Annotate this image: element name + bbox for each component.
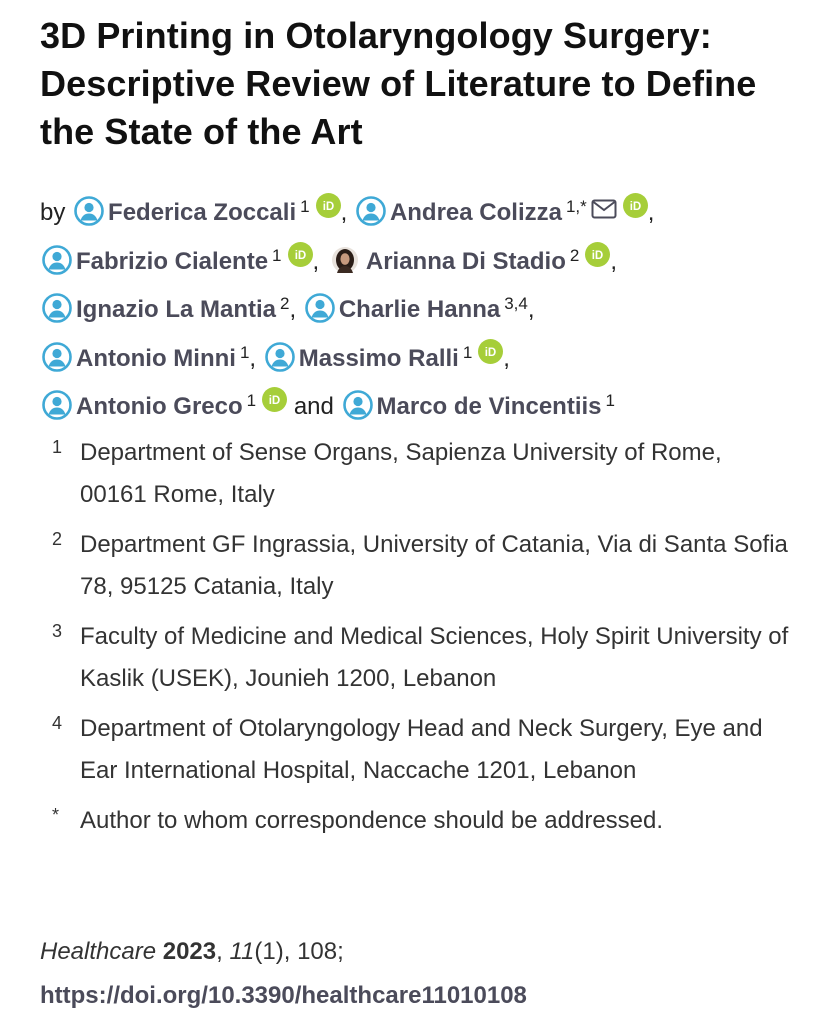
author-affiliation-ref: 1: [462, 342, 473, 362]
journal-name: Healthcare: [40, 938, 157, 965]
author-massimo-ralli[interactable]: [263, 342, 504, 372]
person-icon: [42, 342, 72, 372]
by-label: by: [40, 199, 66, 226]
affiliation-number: *: [52, 805, 60, 825]
affiliation-number: 2: [52, 529, 63, 549]
affiliation-item: [52, 524, 792, 608]
author-antonio-minni[interactable]: [40, 342, 250, 372]
author-marco-de-vincentiis[interactable]: [341, 393, 615, 420]
author-affiliation-ref: 3,4: [504, 294, 528, 313]
affiliation-text: Faculty of Medicine and Medical Sciences, Holy Spirit University of Kaslik (USEK), Jounieh 1200, Lebanon: [80, 623, 789, 692]
person-icon: [42, 293, 72, 323]
affiliation-item: [52, 432, 792, 516]
svg-text:iD: iD: [592, 249, 604, 262]
affiliation-number: 4: [52, 713, 63, 733]
author-name[interactable]: Antonio Greco: [76, 393, 243, 420]
orcid-icon[interactable]: [478, 339, 503, 364]
author-antonio-greco[interactable]: [40, 393, 287, 420]
author-affiliation-ref: 1: [272, 245, 282, 265]
affiliation-number: 1: [52, 437, 63, 457]
author-affiliation-ref: 2: [280, 294, 290, 313]
person-icon: [42, 245, 72, 275]
author-name[interactable]: Massimo Ralli: [298, 344, 459, 372]
person-icon: [343, 390, 373, 420]
citation-pages: , 108;: [283, 938, 344, 965]
author-name[interactable]: Marco de Vincentiis: [376, 393, 602, 420]
author-fabrizio-cialente[interactable]: [40, 245, 313, 275]
author-photo: [332, 247, 358, 273]
author-affiliation-ref: 1: [605, 391, 615, 410]
author-name[interactable]: Federica Zoccali: [108, 199, 297, 226]
author-name[interactable]: Fabrizio Cialente: [76, 247, 269, 275]
author-affiliation-ref: 1,*: [565, 197, 587, 216]
author-name[interactable]: Arianna Di Stadio: [365, 247, 566, 275]
affiliation-text: Department GF Ingrassia, University of Catania, Via di Santa Sofia 78, 95125 Catania, Italy: [80, 531, 788, 600]
author-name[interactable]: Ignazio La Mantia: [76, 296, 277, 323]
correspondence-note: [52, 800, 792, 842]
orcid-icon[interactable]: [585, 242, 610, 267]
svg-text:iD: iD: [294, 249, 306, 262]
orcid-icon[interactable]: [316, 193, 341, 218]
author-affiliation-ref: 2: [569, 245, 580, 265]
citation-issue: (1): [254, 938, 284, 965]
author-name[interactable]: Antonio Minni: [76, 344, 236, 372]
affiliation-item: [52, 616, 792, 700]
author-name[interactable]: Charlie Hanna: [338, 296, 501, 323]
article-title: 3D Printing in Otolaryngology Surgery: Descriptive Review of Literature to Define the State of the Art: [40, 15, 757, 152]
affiliation-list: [52, 432, 792, 850]
and-label: and: [293, 393, 334, 420]
author-name[interactable]: Andrea Colizza: [389, 199, 562, 226]
affiliation-text: Author to whom correspondence should be addressed.: [80, 807, 664, 834]
svg-text:iD: iD: [485, 346, 497, 359]
author-charlie-hanna[interactable]: [303, 296, 528, 323]
person-icon: [305, 293, 335, 323]
affiliation-item: [52, 708, 792, 792]
citation-volume: 11: [229, 938, 255, 965]
citation: [40, 930, 527, 1018]
envelope-icon[interactable]: [591, 199, 617, 219]
person-icon: [265, 342, 295, 372]
svg-text:iD: iD: [322, 200, 334, 213]
author-affiliation-ref: 1: [300, 197, 310, 216]
orcid-icon[interactable]: [262, 387, 287, 412]
author-andrea-colizza[interactable]: [354, 199, 648, 226]
author-affiliation-ref: 1: [246, 391, 257, 410]
person-icon: [356, 196, 386, 226]
orcid-icon[interactable]: [288, 242, 313, 267]
svg-text:iD: iD: [629, 200, 642, 213]
affiliation-text: Department of Sense Organs, Sapienza University of Rome, 00161 Rome, Italy: [80, 439, 722, 508]
author-federica-zoccali[interactable]: [72, 199, 341, 226]
affiliation-text: Department of Otolaryngology Head and Neck Surgery, Eye and Ear International Hospital, Naccache 1201, Lebanon: [80, 715, 763, 784]
affiliation-number: 3: [52, 621, 63, 641]
citation-year: 2023: [162, 938, 217, 965]
author-arianna-di-stadio[interactable]: [326, 245, 611, 275]
author-ignazio-la-mantia[interactable]: [40, 296, 289, 323]
doi-link[interactable]: https://doi.org/10.3390/healthcare11010108: [40, 982, 527, 1009]
citation-line: Healthcare 2023, 11(1), 108;: [40, 938, 344, 965]
person-icon: [42, 390, 72, 420]
author-list: by Federica Zoccali $^1$ iD , Andrea Colizza $^{1,*}$ iD , Fabrizio Cialente $^1$ iD , Arianna Di Stadio $^2$ iD , Ignazio La Mantia $^2$, Charlie Hanna $^{3,4}$, Antonio Minni $^1$, Massimo Ralli $^1$ iD , Antonio Greco $^1$ iD and Marco de Vincentiis $^1$: [40, 186, 810, 429]
orcid-icon[interactable]: [623, 193, 648, 218]
person-icon: [74, 196, 104, 226]
author-affiliation-ref: 1: [239, 342, 250, 362]
svg-text:iD: iD: [268, 394, 281, 407]
